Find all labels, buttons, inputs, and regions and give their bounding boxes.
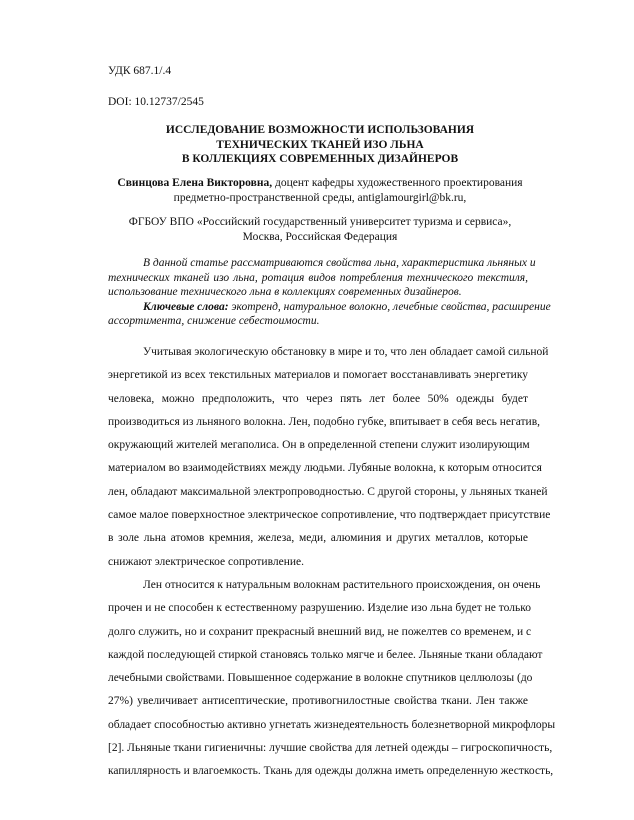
body-line: капиллярность и влагоемкость. Ткань для одежды должна иметь определенную жесткость, xyxy=(108,765,554,778)
affiliation-line: ФГБОУ ВПО «Российский государственный университет туризма и сервиса», xyxy=(128,216,512,228)
body-line: материалом во взаимодействиях между людьми. Лубяные волокна, к которым относится xyxy=(108,462,542,475)
doi: DOI: 10.12737/2545 xyxy=(108,96,204,108)
author-position: доцент кафедры художественного проектирования xyxy=(272,177,523,189)
body-line: Лен относится к натуральным волокнам растительного происхождения, он очень xyxy=(143,578,541,591)
body-line: прочен и не способен к естественному разрушению. Изделие изо льна будет не только xyxy=(108,602,531,615)
body-line: окружающий жителей мегаполиса. Он в определенной степени служит изолирующим xyxy=(108,439,530,452)
title-line: ТЕХНИЧЕСКИХ ТКАНЕЙ ИЗО ЛЬНА xyxy=(216,138,424,151)
abstract-line: В данной статье рассматриваются свойства льна, характеристика льняных и xyxy=(143,257,536,269)
paragraph xyxy=(108,341,551,574)
body-line: лен, обладают максимальной электропроводностью. С другой стороны, у льняных тканей xyxy=(108,485,548,498)
body-line: в золе льна атомов кремния, железа, меди, алюминия и других металлов, которые xyxy=(108,532,528,545)
title-line: В КОЛЛЕКЦИЯХ СОВРЕМЕННЫХ ДИЗАЙНЕРОВ xyxy=(181,153,459,165)
abstract-line: использование технического льна в коллекциях современных дизайнеров. xyxy=(108,286,462,299)
article-title xyxy=(100,123,540,167)
article-body xyxy=(108,341,556,784)
abstract xyxy=(108,256,551,329)
body-line: лечебными свойствами. Повышенное содержание в волокне спутников целлюлозы (до xyxy=(108,672,533,685)
body-line: энергетикой из всех текстильных материалов и помогает восстанавливать энергетику xyxy=(108,369,528,382)
keywords-line: ассортимента, снижение себестоимости. xyxy=(108,315,320,328)
keywords-text: экотренд, натуральное волокно, лечебные свойства, расширение xyxy=(228,300,551,313)
title-line: ИССЛЕДОВАНИЕ ВОЗМОЖНОСТИ ИСПОЛЬЗОВАНИЯ xyxy=(165,124,475,136)
body-line: [2]. Льняные ткани гигиеничны: лучшие свойства для летней одежды – гигроскопичность, xyxy=(108,742,553,755)
author-info xyxy=(100,176,540,206)
author-department: предметно-пространственной среды, antiglamourgirl@bk.ru, xyxy=(173,192,467,204)
affiliation-line: Москва, Российская Федерация xyxy=(242,231,398,243)
body-line: производиться из льняного волокна. Лен, подобно губке, впитывает в себя весь негатив, xyxy=(108,415,541,428)
abstract-line: технических тканей изо льна, ротация видов потребления технического текстиля, xyxy=(108,271,528,284)
affiliation xyxy=(100,215,540,245)
body-line: долго служить, но и сохранит прекрасный внешний вид, не пожелтев со временем, и с xyxy=(108,625,532,638)
keywords-label: Ключевые слова: xyxy=(143,300,229,313)
body-line: Учитывая экологическую обстановку в мире и то, что лен обладает самой сильной xyxy=(143,346,549,358)
body-line: обладает способностью активно угнетать жизнедеятельность болезнетворной микрофлоры xyxy=(108,718,556,731)
body-line: человека, можно предположить, что через пять лет более 50% одежды будет xyxy=(108,392,528,405)
udk-code: УДК 687.1/.4 xyxy=(108,65,172,77)
body-line: 27%) увеличивает антисептические, противогнилостные свойства ткани. Лен также xyxy=(108,695,528,708)
body-line: снижают электрическое сопротивление. xyxy=(108,555,304,568)
body-line: самое малое поверхностное электрическое сопротивление, что подтверждает присутствие xyxy=(108,509,551,522)
body-line: каждой последующей стиркой становясь только мягче и белее. Льняные ткани обладают xyxy=(108,648,543,661)
paragraph xyxy=(108,574,556,784)
author-name: Свинцова Елена Викторовна, xyxy=(117,177,273,189)
keywords-line xyxy=(108,300,551,315)
